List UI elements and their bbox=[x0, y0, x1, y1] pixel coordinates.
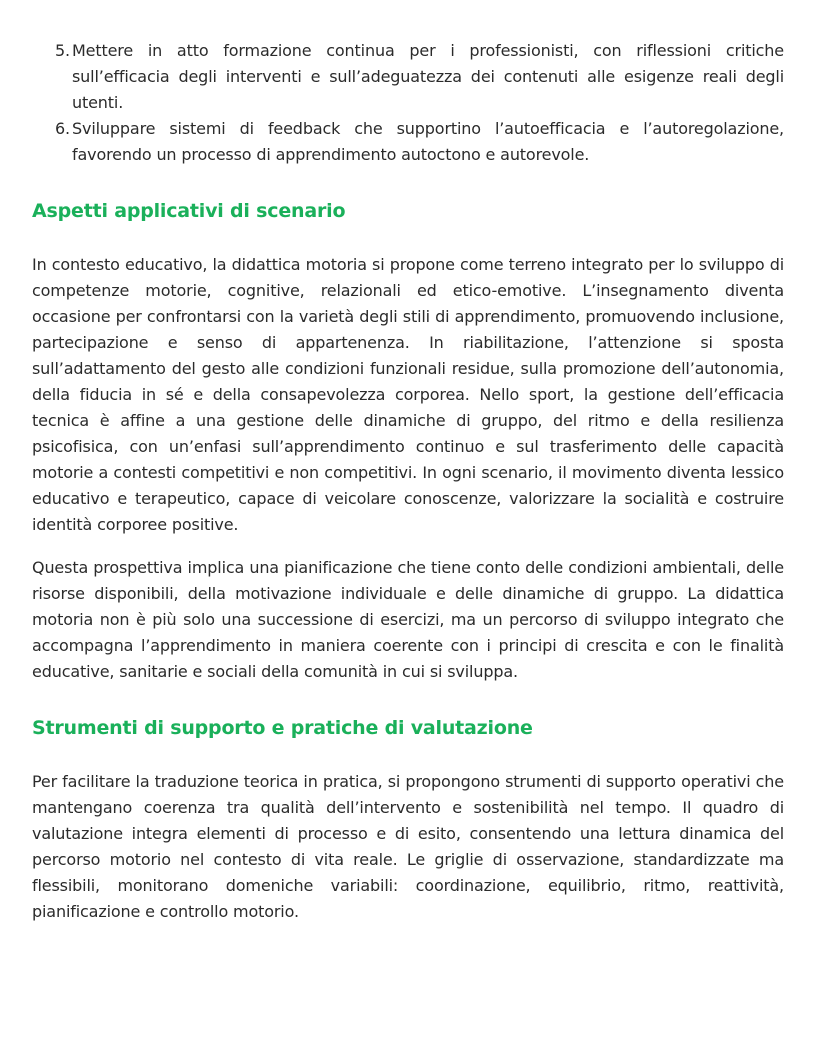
list-item-text: Sviluppare sistemi di feedback che supportino l’autoefficacia e l’autoregolazione, favorendo un processo di apprendimento autoctono e autorevole. bbox=[72, 119, 784, 164]
paragraph: In contesto educativo, la didattica motoria si propone come terreno integrato per lo sviluppo di competenze motorie, cognitive, relazionali ed etico-emotive. L’insegnamento diventa occasione per confrontarsi con la varietà degli stili di apprendimento, promuovendo inclusione, partecipazione e senso di appartenenza. In riabilitazione, l’attenzione si sposta sull’adattamento del gesto alle condizioni funzionali residue, sulla promozione dell’autonomia, della fiducia in sé e della consapevolezza corporea. Nello sport, la gestione dell’efficacia tecnica è affine a una gestione delle dinamiche di gruppo, del ritmo e della resilienza psicofisica, con un’enfasi sull’apprendimento continuo e sul trasferimento delle capacità motorie a contesti competitivi e non competitivi. In ogni scenario, il movimento diventa lessico educativo e terapeutico, capace di veicolare conoscenze, valorizzare la socialità e costruire identità corporee positive. bbox=[32, 255, 784, 534]
section-heading-strumenti-supporto: Strumenti di supporto e pratiche di valutazione bbox=[32, 717, 533, 739]
paragraph: Questa prospettiva implica una pianificazione che tiene conto delle condizioni ambientali, delle risorse disponibili, della motivazione individuale e delle dinamiche di gruppo. La didattica motoria non è più solo una successione di esercizi, ma un percorso di sviluppo integrato che accompagna l’apprendimento in maniera coerente con i principi di crescita e con le finalità educative, sanitarie e sociali della comunità in cui si sviluppa. bbox=[32, 558, 784, 681]
list-item bbox=[32, 38, 784, 116]
numbered-list bbox=[32, 38, 784, 168]
section-heading-aspetti-applicativi: Aspetti applicativi di scenario bbox=[32, 200, 346, 222]
list-item bbox=[32, 116, 784, 168]
paragraph: Per facilitare la traduzione teorica in pratica, si propongono strumenti di supporto operativi che mantengano coerenza tra qualità dell’intervento e sostenibilità nel tempo. Il quadro di valutazione integra elementi di processo e di esito, consentendo una lettura dinamica del percorso motorio nel contesto di vita reale. Le griglie di osservazione, standardizzate ma flessibili, monitorano domeniche variabili: coordinazione, equilibrio, ritmo, reattività, pianificazione e controllo motorio. bbox=[32, 772, 784, 921]
list-item-text: Mettere in atto formazione continua per i professionisti, con riflessioni critiche sull’efficacia degli interventi e sull’adeguatezza dei contenuti alle esigenze reali degli utenti. bbox=[72, 41, 784, 112]
list-item-number: 5. bbox=[55, 41, 70, 60]
document-page bbox=[32, 38, 784, 925]
list-item-number: 6. bbox=[55, 119, 70, 138]
